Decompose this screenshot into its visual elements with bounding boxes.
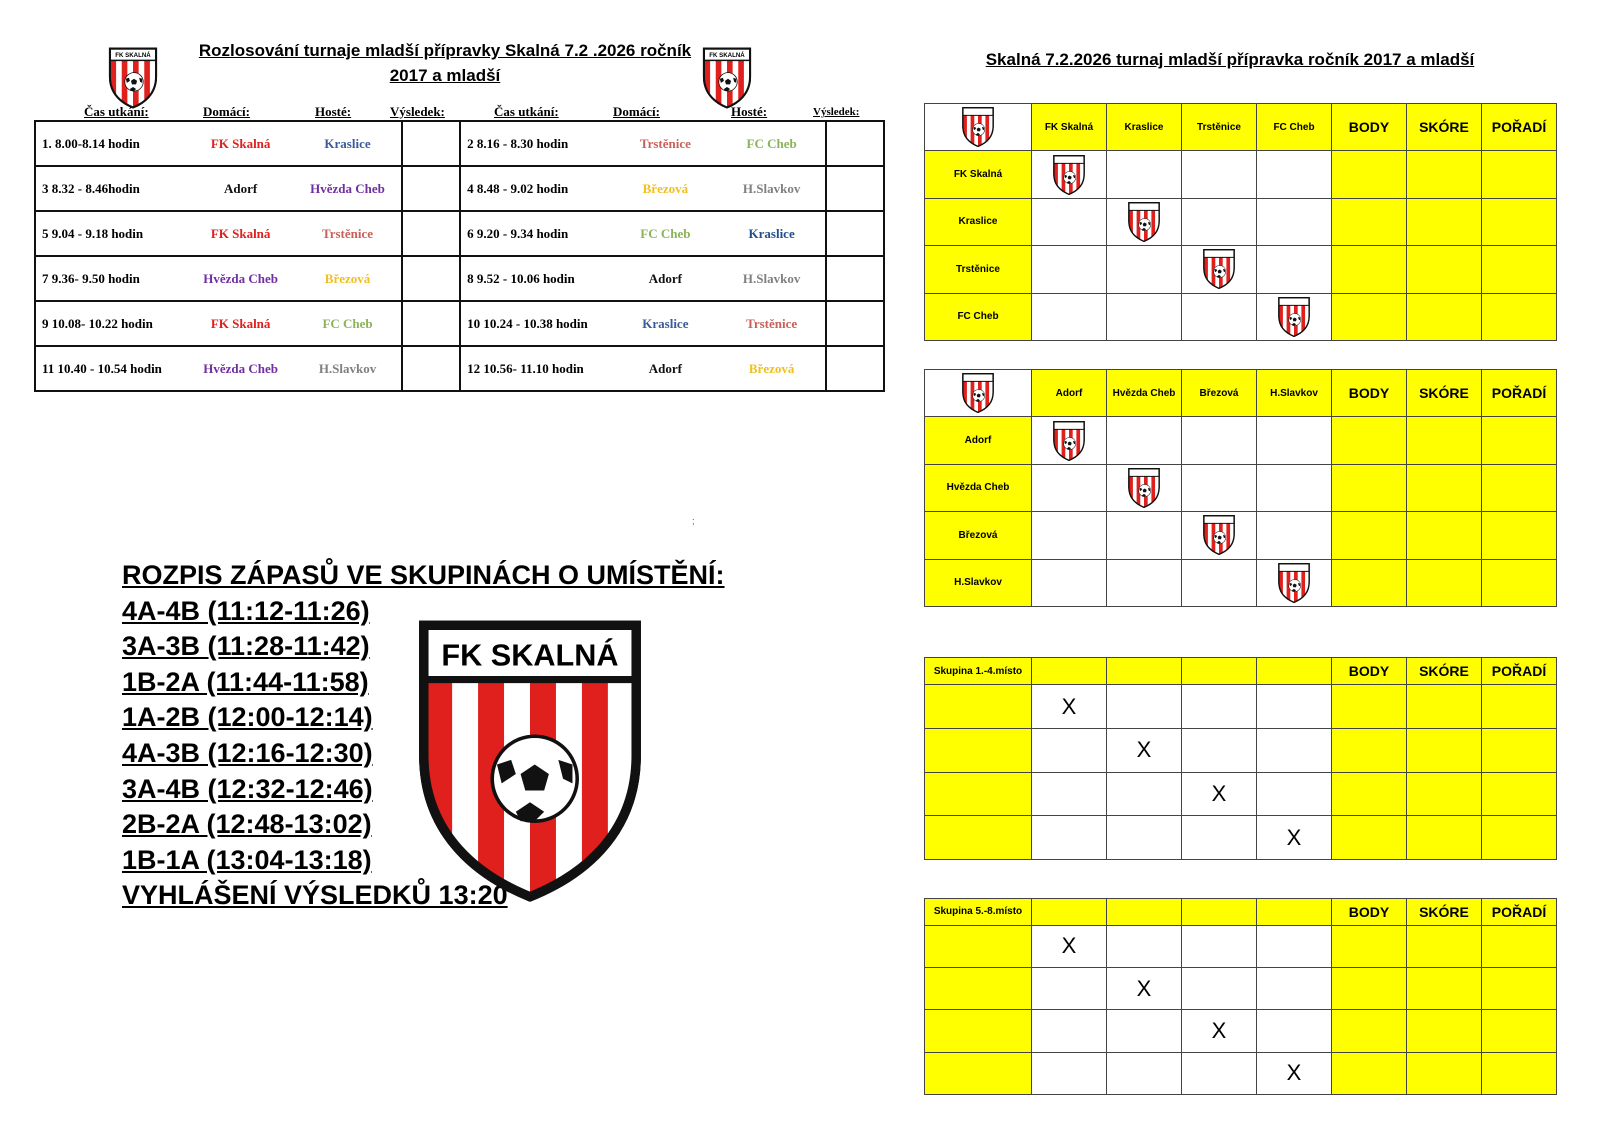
- match-home: Hvězda Cheb: [187, 346, 294, 391]
- score-cell[interactable]: [1107, 559, 1182, 606]
- goals-cell[interactable]: [1407, 729, 1482, 773]
- match-away: Kraslice: [718, 211, 825, 256]
- schedule-title-line2: 2017 a mladší: [389, 66, 501, 85]
- match-result[interactable]: [402, 346, 460, 391]
- score-cell[interactable]: [1107, 1010, 1182, 1052]
- empty-header-cell: [1107, 658, 1182, 685]
- match-away: FC Cheb: [718, 121, 825, 166]
- empty-header-cell: [1032, 899, 1107, 926]
- score-cell[interactable]: [1257, 512, 1332, 559]
- match-result[interactable]: [826, 346, 884, 391]
- diagonal-crest-cell: [1182, 512, 1257, 559]
- poradi-header: POŘADÍ: [1482, 370, 1557, 417]
- score-cell[interactable]: [1257, 729, 1332, 773]
- match-time: 8 9.52 - 10.06 hodin: [460, 256, 612, 301]
- match-result[interactable]: [402, 166, 460, 211]
- team-row-header: [925, 967, 1032, 1009]
- score-cell[interactable]: [1107, 293, 1182, 340]
- poradi-header: POŘADÍ: [1482, 899, 1557, 926]
- rank-cell[interactable]: [1482, 512, 1557, 559]
- group-b-table: [924, 369, 1557, 607]
- points-cell[interactable]: [1332, 729, 1407, 773]
- crest-icon: [958, 106, 998, 148]
- team-row-header: Hvězda Cheb: [925, 464, 1032, 511]
- score-cell[interactable]: [1182, 464, 1257, 511]
- match-time: 12 10.56- 11.10 hodin: [460, 346, 612, 391]
- score-cell[interactable]: [1107, 685, 1182, 729]
- placement-line: 3A-3B (11:28-11:42): [122, 631, 370, 662]
- placement-final: VYHLÁŠENÍ VÝSLEDKŮ 13:20: [122, 880, 508, 911]
- score-cell[interactable]: [1032, 246, 1107, 293]
- club-crest-right: [700, 46, 754, 110]
- rank-cell[interactable]: [1482, 1052, 1557, 1094]
- crest-label: FK SKALNÁ: [709, 51, 745, 59]
- crest-label: FK SKALNÁ: [441, 638, 619, 673]
- match-home: Adorf: [612, 256, 718, 301]
- skore-header: SKÓRE: [1407, 658, 1482, 685]
- match-time: 3 8.32 - 8.46hodin: [35, 166, 187, 211]
- match-home: FK Skalná: [187, 121, 294, 166]
- diagonal-x-cell: X: [1032, 685, 1107, 729]
- body-header: BODY: [1332, 104, 1407, 151]
- score-cell[interactable]: [1257, 685, 1332, 729]
- empty-header-cell: [1182, 899, 1257, 926]
- rank-cell[interactable]: [1482, 1010, 1557, 1052]
- empty-header-cell: [1107, 899, 1182, 926]
- rank-cell[interactable]: [1482, 559, 1557, 606]
- team-row-header: Březová: [925, 512, 1032, 559]
- match-away: Březová: [718, 346, 825, 391]
- points-cell[interactable]: [1332, 925, 1407, 967]
- match-result[interactable]: [402, 256, 460, 301]
- team-row-header: Adorf: [925, 417, 1032, 464]
- points-cell[interactable]: [1332, 1052, 1407, 1094]
- rank-cell[interactable]: [1482, 198, 1557, 245]
- placement-line: 1B-2A (11:44-11:58): [122, 666, 369, 697]
- match-result[interactable]: [402, 211, 460, 256]
- header-time-right: Čas utkání:: [494, 104, 559, 119]
- match-away: H.Slavkov: [294, 346, 402, 391]
- diagonal-x-cell: X: [1107, 967, 1182, 1009]
- poradi-header: POŘADÍ: [1482, 104, 1557, 151]
- match-home: Adorf: [187, 166, 294, 211]
- match-time: 2 8.16 - 8.30 hodin: [460, 121, 612, 166]
- team-row-header: FC Cheb: [925, 293, 1032, 340]
- placement-title: ROZPIS ZÁPASŮ VE SKUPINÁCH O UMÍSTĚNÍ:: [122, 560, 725, 590]
- points-cell[interactable]: [1332, 151, 1407, 198]
- header-result-left: Výsledek:: [390, 104, 445, 119]
- diagonal-crest-cell: [1032, 151, 1107, 198]
- match-home: Hvězda Cheb: [187, 256, 294, 301]
- match-result[interactable]: [826, 166, 884, 211]
- placement-line: 1B-1A (13:04-13:18): [122, 844, 372, 875]
- diagonal-crest-cell: [1182, 246, 1257, 293]
- diagonal-x-cell: X: [1032, 925, 1107, 967]
- score-cell[interactable]: [1107, 246, 1182, 293]
- schedule-row: [35, 211, 884, 256]
- header-result-right: Výsledek:: [813, 106, 860, 118]
- team-row-header: FK Skalná: [925, 151, 1032, 198]
- rank-cell[interactable]: [1482, 729, 1557, 773]
- goals-cell[interactable]: [1407, 151, 1482, 198]
- score-cell[interactable]: [1182, 559, 1257, 606]
- score-cell[interactable]: [1107, 816, 1182, 860]
- score-cell[interactable]: [1182, 293, 1257, 340]
- match-time: 11 10.40 - 10.54 hodin: [35, 346, 187, 391]
- score-cell[interactable]: [1032, 198, 1107, 245]
- score-cell[interactable]: [1257, 246, 1332, 293]
- goals-cell[interactable]: [1407, 1052, 1482, 1094]
- rank-cell[interactable]: [1482, 967, 1557, 1009]
- team-column-header: Březová: [1182, 370, 1257, 417]
- placement-line: 4A-3B (12:16-12:30): [122, 737, 373, 768]
- crest-icon: [1199, 514, 1239, 556]
- diagonal-crest-cell: [1257, 293, 1332, 340]
- goals-cell[interactable]: [1407, 685, 1482, 729]
- goals-cell[interactable]: [1407, 925, 1482, 967]
- stray-mark: ;: [692, 516, 695, 526]
- crest-icon: [1124, 201, 1164, 243]
- header-time-left: Čas utkání:: [84, 104, 149, 119]
- schedule-title: [185, 38, 705, 88]
- group-label: Skupina 5.-8.místo: [925, 899, 1032, 926]
- rank-cell[interactable]: [1482, 925, 1557, 967]
- match-away: Trstěnice: [718, 301, 825, 346]
- diagonal-crest-cell: [1257, 559, 1332, 606]
- group-label: Skupina 1.-4.místo: [925, 658, 1032, 685]
- goals-cell[interactable]: [1407, 293, 1482, 340]
- team-row-header: [925, 816, 1032, 860]
- score-cell[interactable]: [1032, 559, 1107, 606]
- groups-title: Skalná 7.2.2026 turnaj mladší přípravka ročník 2017 a mladší: [985, 50, 1475, 69]
- empty-header-cell: [1032, 658, 1107, 685]
- match-time: 9 10.08- 10.22 hodin: [35, 301, 187, 346]
- group-top-placement-table: [924, 657, 1557, 860]
- goals-cell[interactable]: [1407, 559, 1482, 606]
- score-cell[interactable]: [1107, 1052, 1182, 1094]
- crest-icon: [1274, 296, 1314, 338]
- goals-cell[interactable]: [1407, 1010, 1482, 1052]
- score-cell[interactable]: [1182, 925, 1257, 967]
- score-cell[interactable]: [1032, 1010, 1107, 1052]
- goals-cell[interactable]: [1407, 772, 1482, 816]
- score-cell[interactable]: [1257, 772, 1332, 816]
- match-time: 6 9.20 - 9.34 hodin: [460, 211, 612, 256]
- diagonal-x-cell: X: [1182, 772, 1257, 816]
- score-cell[interactable]: [1107, 772, 1182, 816]
- points-cell[interactable]: [1332, 198, 1407, 245]
- team-row-header: [925, 772, 1032, 816]
- match-result[interactable]: [402, 121, 460, 166]
- team-column-header: FK Skalná: [1032, 104, 1107, 151]
- score-cell[interactable]: [1257, 967, 1332, 1009]
- goals-cell[interactable]: [1407, 417, 1482, 464]
- score-cell[interactable]: [1257, 925, 1332, 967]
- crest-label: FK SKALNÁ: [115, 51, 151, 59]
- schedule-row: [35, 121, 884, 166]
- rank-cell[interactable]: [1482, 246, 1557, 293]
- score-cell[interactable]: [1107, 512, 1182, 559]
- score-cell[interactable]: [1032, 772, 1107, 816]
- diagonal-crest-cell: [1032, 417, 1107, 464]
- match-away: H.Slavkov: [718, 166, 825, 211]
- diagonal-x-cell: X: [1257, 816, 1332, 860]
- group-bottom-placement-table: [924, 898, 1557, 1095]
- score-cell[interactable]: [1257, 417, 1332, 464]
- score-cell[interactable]: [1182, 729, 1257, 773]
- match-away: Trstěnice: [294, 211, 402, 256]
- match-home: FC Cheb: [612, 211, 718, 256]
- score-cell[interactable]: [1107, 417, 1182, 464]
- points-cell[interactable]: [1332, 417, 1407, 464]
- score-cell[interactable]: [1032, 293, 1107, 340]
- points-cell[interactable]: [1332, 293, 1407, 340]
- header-home-right: Domácí:: [613, 104, 660, 119]
- empty-header-cell: [1257, 658, 1332, 685]
- team-row-header: [925, 925, 1032, 967]
- crest-icon: [958, 372, 998, 414]
- match-away: Březová: [294, 256, 402, 301]
- match-home: Kraslice: [612, 301, 718, 346]
- skore-header: SKÓRE: [1407, 899, 1482, 926]
- points-cell[interactable]: [1332, 559, 1407, 606]
- score-cell[interactable]: [1182, 816, 1257, 860]
- corner-crest-cell: [925, 370, 1032, 417]
- crest-icon: [1274, 562, 1314, 604]
- diagonal-x-cell: X: [1257, 1052, 1332, 1094]
- header-away-left: Hosté:: [315, 104, 352, 119]
- diagonal-x-cell: X: [1107, 729, 1182, 773]
- goals-cell[interactable]: [1407, 816, 1482, 860]
- score-cell[interactable]: [1182, 1052, 1257, 1094]
- points-cell[interactable]: [1332, 246, 1407, 293]
- team-row-header: [925, 685, 1032, 729]
- score-cell[interactable]: [1182, 685, 1257, 729]
- goals-cell[interactable]: [1407, 464, 1482, 511]
- diagonal-crest-cell: [1107, 198, 1182, 245]
- schedule-table: [34, 120, 885, 392]
- points-cell[interactable]: [1332, 1010, 1407, 1052]
- score-cell[interactable]: [1107, 151, 1182, 198]
- rank-cell[interactable]: [1482, 417, 1557, 464]
- points-cell[interactable]: [1332, 464, 1407, 511]
- schedule-row: [35, 346, 884, 391]
- team-column-header: Kraslice: [1107, 104, 1182, 151]
- crest-icon: [1199, 248, 1239, 290]
- score-cell[interactable]: [1182, 198, 1257, 245]
- team-column-header: Adorf: [1032, 370, 1107, 417]
- team-row-header: Kraslice: [925, 198, 1032, 245]
- group-a-table: [924, 103, 1557, 341]
- skore-header: SKÓRE: [1407, 370, 1482, 417]
- points-cell[interactable]: [1332, 512, 1407, 559]
- schedule-title-line1: Rozlosování turnaje mladší přípravky Skalná 7.2 .2026 ročník: [198, 41, 692, 60]
- diagonal-x-cell: X: [1182, 1010, 1257, 1052]
- body-header: BODY: [1332, 658, 1407, 685]
- team-column-header: Hvězda Cheb: [1107, 370, 1182, 417]
- skore-header: SKÓRE: [1407, 104, 1482, 151]
- score-cell[interactable]: [1182, 151, 1257, 198]
- corner-crest-cell: [925, 104, 1032, 151]
- team-row-header: Trstěnice: [925, 246, 1032, 293]
- team-row-header: [925, 729, 1032, 773]
- points-cell[interactable]: [1332, 685, 1407, 729]
- rank-cell[interactable]: [1482, 685, 1557, 729]
- match-home: Březová: [612, 166, 718, 211]
- score-cell[interactable]: [1032, 967, 1107, 1009]
- match-result[interactable]: [826, 121, 884, 166]
- score-cell[interactable]: [1032, 816, 1107, 860]
- match-home: FK Skalná: [187, 211, 294, 256]
- crest-icon: [1049, 154, 1089, 196]
- body-header: BODY: [1332, 899, 1407, 926]
- header-home-left: Domácí:: [203, 104, 250, 119]
- crest-icon: [1049, 420, 1089, 462]
- rank-cell[interactable]: [1482, 772, 1557, 816]
- score-cell[interactable]: [1257, 464, 1332, 511]
- crest-icon: [1124, 467, 1164, 509]
- header-away-right: Hosté:: [731, 104, 768, 119]
- schedule-row: [35, 301, 884, 346]
- poradi-header: POŘADÍ: [1482, 658, 1557, 685]
- match-result[interactable]: [826, 301, 884, 346]
- match-away: Kraslice: [294, 121, 402, 166]
- rank-cell[interactable]: [1482, 293, 1557, 340]
- points-cell[interactable]: [1332, 772, 1407, 816]
- goals-cell[interactable]: [1407, 512, 1482, 559]
- rank-cell[interactable]: [1482, 464, 1557, 511]
- match-time: 1. 8.00-8.14 hodin: [35, 121, 187, 166]
- placement-line: 3A-4B (12:32-12:46): [122, 773, 373, 804]
- team-column-header: FC Cheb: [1257, 104, 1332, 151]
- club-crest-left: [106, 46, 160, 110]
- score-cell[interactable]: [1257, 1010, 1332, 1052]
- placement-line: 4A-4B (11:12-11:26): [122, 595, 370, 626]
- team-column-header: Trstěnice: [1182, 104, 1257, 151]
- club-crest-large: [412, 612, 648, 910]
- schedule-row: [35, 256, 884, 301]
- rank-cell[interactable]: [1482, 151, 1557, 198]
- match-away: H.Slavkov: [718, 256, 825, 301]
- match-time: 5 9.04 - 9.18 hodin: [35, 211, 187, 256]
- placement-line: 1A-2B (12:00-12:14): [122, 702, 373, 733]
- score-cell[interactable]: [1182, 417, 1257, 464]
- match-away: Hvězda Cheb: [294, 166, 402, 211]
- body-header: BODY: [1332, 370, 1407, 417]
- match-home: FK Skalná: [187, 301, 294, 346]
- match-away: FC Cheb: [294, 301, 402, 346]
- placement-line: 2B-2A (12:48-13:02): [122, 809, 372, 840]
- score-cell[interactable]: [1032, 1052, 1107, 1094]
- empty-header-cell: [1257, 899, 1332, 926]
- match-time: 10 10.24 - 10.38 hodin: [460, 301, 612, 346]
- goals-cell[interactable]: [1407, 967, 1482, 1009]
- empty-header-cell: [1182, 658, 1257, 685]
- team-row-header: H.Slavkov: [925, 559, 1032, 606]
- score-cell[interactable]: [1032, 464, 1107, 511]
- score-cell[interactable]: [1257, 151, 1332, 198]
- match-time: 4 8.48 - 9.02 hodin: [460, 166, 612, 211]
- team-row-header: [925, 1052, 1032, 1094]
- rank-cell[interactable]: [1482, 816, 1557, 860]
- points-cell[interactable]: [1332, 816, 1407, 860]
- points-cell[interactable]: [1332, 967, 1407, 1009]
- score-cell[interactable]: [1032, 512, 1107, 559]
- team-column-header: H.Slavkov: [1257, 370, 1332, 417]
- diagonal-crest-cell: [1107, 464, 1182, 511]
- score-cell[interactable]: [1032, 729, 1107, 773]
- goals-cell[interactable]: [1407, 246, 1482, 293]
- match-result[interactable]: [826, 256, 884, 301]
- score-cell[interactable]: [1107, 925, 1182, 967]
- score-cell[interactable]: [1257, 198, 1332, 245]
- match-result[interactable]: [826, 211, 884, 256]
- schedule-row: [35, 166, 884, 211]
- match-result[interactable]: [402, 301, 460, 346]
- match-time: 7 9.36- 9.50 hodin: [35, 256, 187, 301]
- score-cell[interactable]: [1182, 967, 1257, 1009]
- match-home: Trstěnice: [612, 121, 718, 166]
- match-home: Adorf: [612, 346, 718, 391]
- goals-cell[interactable]: [1407, 198, 1482, 245]
- team-row-header: [925, 1010, 1032, 1052]
